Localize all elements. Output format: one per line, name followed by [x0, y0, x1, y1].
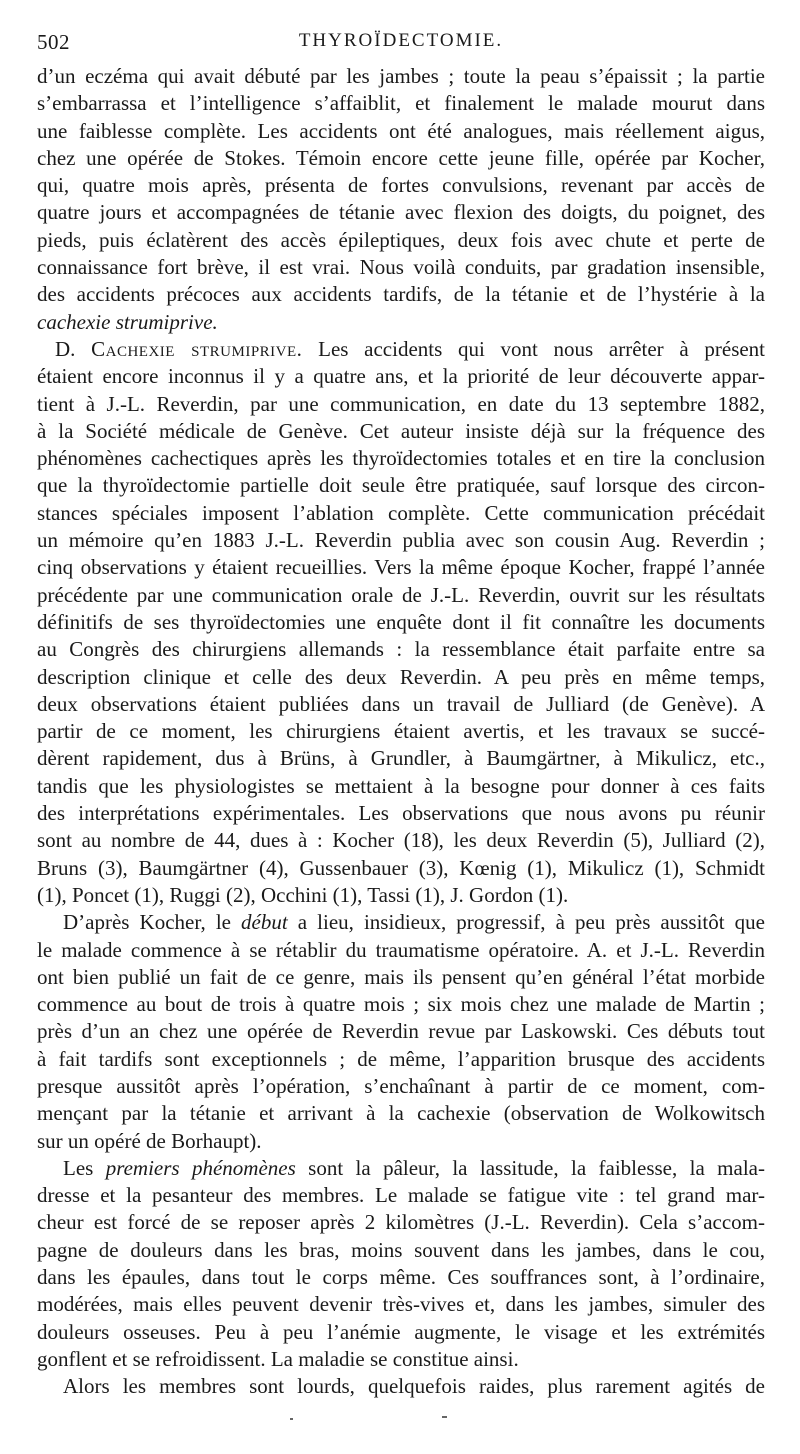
text-line: dans les épaules, dans tout le corps même. Ces souffrances sont, à l’ordinaire, [37, 1265, 765, 1290]
text-line: description clinique et celle des deux Reverdin. A peu près en même temps, [37, 664, 765, 689]
text-line: à fait tardifs sont exceptionnels ; de même, l’apparition brusque des accidents [37, 1046, 765, 1071]
text-fragment: Les accidents qui vont nous arrêter à présent [318, 336, 765, 361]
text-fragment: a lieu, insidieux, progressif, à peu près aussitôt que [287, 910, 765, 935]
body-text [37, 63, 765, 1401]
section-title: Cachexie strumiprive. [91, 336, 303, 361]
page-header [37, 30, 765, 58]
text-line: dèrent rapidement, dus à Brüns, à Grundler, à Baumgärtner, à Mikulicz, etc., [37, 746, 765, 771]
page-footer-marks [0, 1412, 800, 1432]
text-line: que la thyroïdectomie partielle doit seule être pratiquée, sauf lorsque des circon- [37, 473, 765, 498]
text-line: phénomènes cachectiques après les thyroïdectomies totales et en tire la conclusion [37, 446, 765, 471]
text-fragment: Les [63, 1155, 106, 1180]
ink-speck [290, 1418, 293, 1420]
text-line: une faiblesse complète. Les accidents ont été analogues, mais réellement aigus, [37, 118, 765, 143]
text-line: définitifs de ses thyroïdectomies une enquête dont il fit connaître les documents [37, 609, 765, 634]
text-line: qui, quatre mois après, présenta de fortes convulsions, revenant par accès de [37, 173, 765, 198]
text-line-first [37, 909, 765, 936]
text-line: douleurs osseuses. Peu à peu l’anémie augmente, le visage et les extrémités [37, 1319, 765, 1344]
text-line: précédente par une communication orale de J.-L. Reverdin, ouvrit sur les résultats [37, 582, 765, 607]
text-line: d’un eczéma qui avait débuté par les jambes ; toute la peau s’épaissit ; la partie [37, 64, 765, 88]
text-line: quatre jours et accompagnées de tétanie avec flexion des doigts, du poignet, des [37, 200, 765, 225]
text-line: commence au bout de trois à quatre mois ; six mois chez une malade de Martin ; [37, 992, 765, 1017]
text-line: stances spéciales imposent l’ablation complète. Cette communication précédait [37, 500, 765, 525]
text-line: modérées, mais elles peuvent devenir très-vives et, dans les jambes, simuler des [37, 1292, 765, 1317]
italic-term: premiers phénomènes [105, 1155, 296, 1180]
section-cachexie-strumiprive [37, 336, 765, 909]
text-line: Bruns (3), Baumgärtner (4), Gussenbauer (3), Kœnig (1), Mikulicz (1), Schmidt [37, 855, 765, 880]
paragraph-continuation [37, 63, 765, 336]
text-line: sont au nombre de 44, dues à : Kocher (18), les deux Reverdin (5), Julliard (2), [37, 828, 765, 853]
section-heading-line [37, 336, 765, 363]
text-line: Alors les membres sont lourds, quelquefois raides, plus rarement agités de [63, 1374, 765, 1399]
text-line: dresse et la pesanteur des membres. Le malade se fatigue vite : tel grand mar- [37, 1183, 765, 1208]
text-line: cinq observations y étaient recueillies. Vers la même époque Kocher, frappé l’année [37, 555, 765, 580]
text-fragment: D’après Kocher, le [63, 910, 242, 935]
text-line: chez une opérée de Stokes. Témoin encore cette jeune fille, opérée par Kocher, [37, 145, 765, 170]
text-line: un mémoire qu’en 1883 J.-L. Reverdin publia avec son cousin Aug. Reverdin ; [37, 528, 765, 553]
text-line: deux observations étaient publiées dans un travail de Julliard (de Genève). A [37, 691, 765, 716]
text-line: pagne de douleurs dans les bras, moins souvent dans les jambes, dans le cou, [37, 1237, 765, 1262]
text-line: pieds, puis éclatèrent des accès épileptiques, deux fois avec chute et perte de [37, 227, 765, 252]
text-line: s’embarrassa et l’intelligence s’affaiblit, et finalement le malade mourut dans [37, 91, 765, 116]
text-line: cheur est forcé de se reposer après 2 kilomètres (J.-L. Reverdin). Cela s’accom- [37, 1210, 765, 1235]
text-line-last [37, 309, 765, 336]
text-line: presque aussitôt après l’opération, s’enchaînant à partir de ce moment, com- [37, 1073, 765, 1098]
text-line: près d’un an chez une opérée de Reverdin revue par Laskowski. Ces débuts tout [37, 1019, 765, 1044]
paragraph-premiers-phenomenes [37, 1155, 765, 1373]
text-line-first [37, 1155, 765, 1182]
text-line-last: (1), Poncet (1), Ruggi (2), Occhini (1), Tassi (1), J. Gordon (1). [37, 882, 569, 907]
text-line-last: gonflent et se refroidissent. La maladie se constitue ainsi. [37, 1346, 519, 1371]
paragraph-debut [37, 909, 765, 1155]
text-line: tandis que les physiologistes se mettaient à la besogne pour donner à ces faits [37, 773, 765, 798]
section-letter: D. [55, 336, 76, 361]
text-line: connaissance fort brève, il est vrai. Nous voilà conduits, par gradation insensible, [37, 255, 765, 280]
text-line: étaient encore inconnus il y a quatre ans, et la priorité de leur découverte appar- [37, 364, 765, 389]
italic-term: début [241, 910, 288, 935]
italic-term: cachexie strumiprive. [37, 309, 218, 334]
text-line: des accidents précoces aux accidents tardifs, de la tétanie et de l’hystérie à la [37, 282, 765, 307]
text-line: le malade commence à se rétablir du traumatisme opératoire. A. et J.-L. Reverdin [37, 937, 765, 962]
paragraph-alors [37, 1373, 765, 1400]
text-line: partir de ce moment, les chirurgiens étaient avertis, et les travaux se succé- [37, 719, 765, 744]
text-line: au Congrès des chirurgiens allemands : la ressemblance était parfaite entre sa [37, 637, 765, 662]
text-fragment: sont la pâleur, la lassitude, la faiblesse, la mala- [295, 1155, 765, 1180]
running-title: THYROÏDECTOMIE. [298, 30, 504, 51]
text-line-last: sur un opéré de Borhaupt). [37, 1128, 262, 1153]
text-line: tient à J.-L. Reverdin, par une communication, en date du 13 septembre 1882, [37, 391, 765, 416]
text-line: mençant par la tétanie et arrivant à la cachexie (observation de Wolkowitsch [37, 1101, 765, 1126]
ink-speck [442, 1416, 447, 1418]
text-line: à la Société médicale de Genève. Cet auteur insiste déjà sur la fréquence des [37, 418, 765, 443]
text-line: des interprétations expérimentales. Les observations que nous avons pu réunir [37, 801, 765, 826]
page-number: 502 [37, 30, 70, 54]
text-line: ont bien publié un fait de ce genre, mais ils pensent qu’en général l’état morbide [37, 964, 765, 989]
